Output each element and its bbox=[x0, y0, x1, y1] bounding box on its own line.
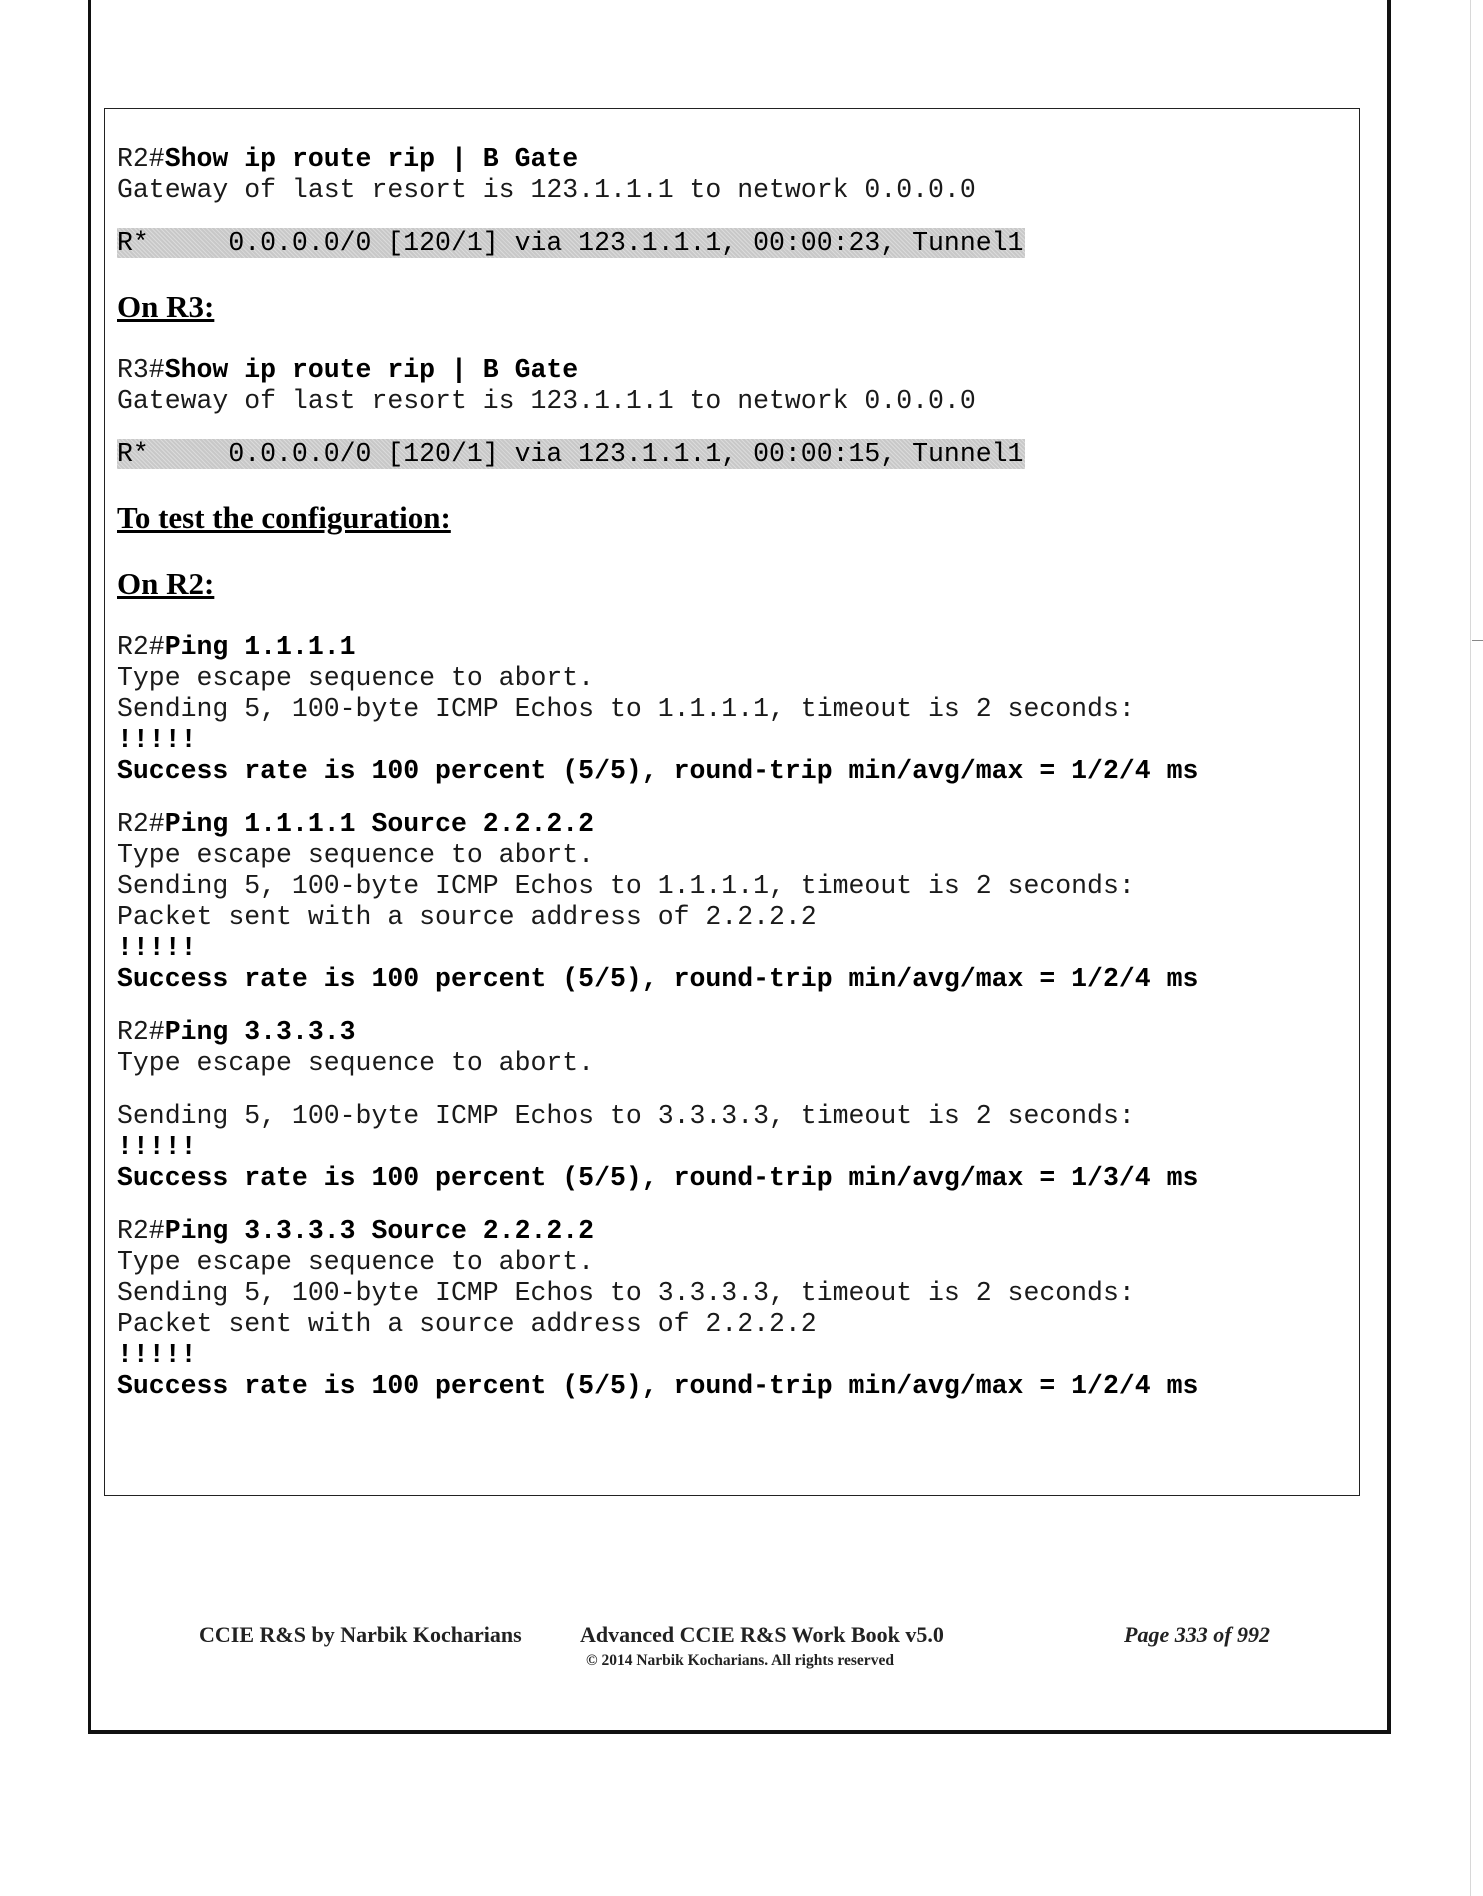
cli-command: Show ip route rip | B Gate bbox=[164, 144, 579, 174]
cli-prompt: R2# bbox=[117, 144, 165, 174]
highlighted-route-line bbox=[117, 439, 1347, 470]
cli-command-line bbox=[117, 809, 1347, 840]
cli-output-bold: !!!!! bbox=[117, 1132, 197, 1162]
spacer bbox=[117, 787, 1347, 809]
cli-output-line: Type escape sequence to abort. bbox=[117, 1048, 595, 1078]
cli-command: Ping 1.1.1.1 Source 2.2.2.2 bbox=[164, 809, 595, 839]
footer-copyright: © 2014 Narbik Kocharians. All rights reserved bbox=[586, 1652, 894, 1669]
spacer bbox=[117, 1194, 1347, 1216]
cli-command-line bbox=[117, 144, 1347, 175]
spacer bbox=[117, 1079, 1347, 1101]
cli-output-bold: Success rate is 100 percent (5/5), round-trip min/avg/max = 1/2/4 ms bbox=[117, 756, 1199, 786]
cli-output-line: Type escape sequence to abort. bbox=[117, 1247, 595, 1277]
cli-prompt: R2# bbox=[117, 632, 165, 662]
cli-output-line: Packet sent with a source address of 2.2.2.2 bbox=[117, 1309, 817, 1339]
cli-output-line: Type escape sequence to abort. bbox=[117, 663, 595, 693]
cli-output-line: Packet sent with a source address of 2.2.2.2 bbox=[117, 902, 817, 932]
spacer bbox=[117, 995, 1347, 1017]
route-entry: R* 0.0.0.0/0 [120/1] via 123.1.1.1, 00:00:15, Tunnel1 bbox=[117, 439, 1024, 469]
footer-author: CCIE R&S by Narbik Kocharians bbox=[199, 1622, 522, 1647]
cli-output-bold: !!!!! bbox=[117, 725, 197, 755]
spacer bbox=[117, 417, 1347, 439]
spacer bbox=[117, 206, 1347, 228]
document-body bbox=[117, 144, 1347, 1402]
footer-page-number: Page 333 of 992 bbox=[1124, 1622, 1271, 1647]
cli-command: Show ip route rip | B Gate bbox=[164, 355, 579, 385]
route-entry: R* 0.0.0.0/0 [120/1] via 123.1.1.1, 00:00:23, Tunnel1 bbox=[117, 228, 1024, 258]
cli-prompt: R3# bbox=[117, 355, 165, 385]
spacer bbox=[117, 259, 1347, 289]
section-heading: On R3: bbox=[117, 289, 215, 324]
cli-command: Ping 3.3.3.3 bbox=[164, 1017, 356, 1047]
cli-prompt: R2# bbox=[117, 809, 165, 839]
spacer bbox=[117, 602, 1347, 632]
scan-margin-tick bbox=[1472, 640, 1483, 641]
section-heading: To test the configuration: bbox=[117, 500, 451, 535]
cli-output-line: Sending 5, 100-byte ICMP Echos to 1.1.1.1, timeout is 2 seconds: bbox=[117, 871, 1135, 901]
cli-output-bold: Success rate is 100 percent (5/5), round-trip min/avg/max = 1/3/4 ms bbox=[117, 1163, 1199, 1193]
cli-command: Ping 3.3.3.3 Source 2.2.2.2 bbox=[164, 1216, 595, 1246]
cli-prompt: R2# bbox=[117, 1017, 165, 1047]
scan-edge-line bbox=[1470, 0, 1471, 1896]
cli-output-line: Sending 5, 100-byte ICMP Echos to 1.1.1.1, timeout is 2 seconds: bbox=[117, 694, 1135, 724]
cli-output-line: Gateway of last resort is 123.1.1.1 to network 0.0.0.0 bbox=[117, 175, 976, 205]
section-heading: On R2: bbox=[117, 566, 215, 601]
cli-prompt: R2# bbox=[117, 1216, 165, 1246]
cli-output-line: Sending 5, 100-byte ICMP Echos to 3.3.3.3, timeout is 2 seconds: bbox=[117, 1278, 1135, 1308]
footer-book-title: Advanced CCIE R&S Work Book v5.0 bbox=[580, 1622, 944, 1647]
cli-output-bold: Success rate is 100 percent (5/5), round-trip min/avg/max = 1/2/4 ms bbox=[117, 964, 1199, 994]
cli-command: Ping 1.1.1.1 bbox=[164, 632, 356, 662]
spacer bbox=[117, 325, 1347, 355]
cli-output-line: Sending 5, 100-byte ICMP Echos to 3.3.3.3, timeout is 2 seconds: bbox=[117, 1101, 1135, 1131]
cli-output-line: Gateway of last resort is 123.1.1.1 to network 0.0.0.0 bbox=[117, 386, 976, 416]
cli-output-line: Type escape sequence to abort. bbox=[117, 840, 595, 870]
spacer bbox=[117, 470, 1347, 500]
cli-command-line bbox=[117, 1216, 1347, 1247]
highlighted-route-line bbox=[117, 228, 1347, 259]
cli-output-bold: !!!!! bbox=[117, 933, 197, 963]
cli-command-line bbox=[117, 632, 1347, 663]
spacer bbox=[117, 536, 1347, 566]
cli-command-line bbox=[117, 1017, 1347, 1048]
cli-output-bold: !!!!! bbox=[117, 1340, 197, 1370]
cli-output-bold: Success rate is 100 percent (5/5), round-trip min/avg/max = 1/2/4 ms bbox=[117, 1371, 1199, 1401]
cli-command-line bbox=[117, 355, 1347, 386]
